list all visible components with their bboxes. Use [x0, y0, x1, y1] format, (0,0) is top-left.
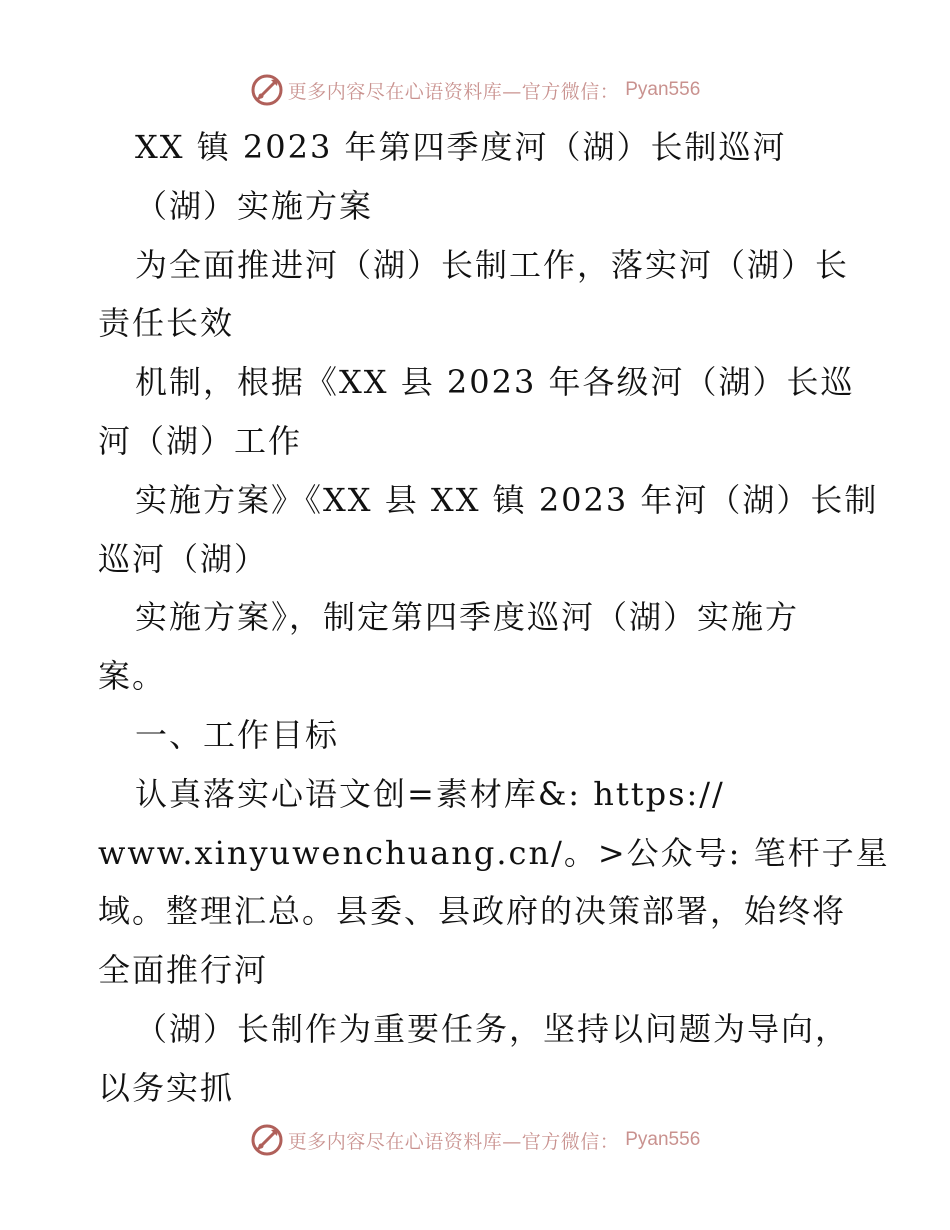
text-line: 域。整理汇总。县委、县政府的决策部署，始终将: [98, 892, 847, 931]
text-line: （湖）长制作为重要任务，坚持以问题为导向，: [135, 1009, 850, 1048]
document-body: [98, 118, 890, 1118]
text-line: 实施方案》《XX 县 XX 镇 2023 年河（湖）长制: [135, 480, 879, 519]
watermark-text: 更多内容尽在心语资料库—官方微信：: [287, 1130, 620, 1153]
text-line: 责任长效: [98, 304, 235, 343]
text-line: 以务实抓: [98, 1068, 235, 1107]
watermark-text: 更多内容尽在心语资料库—官方微信：: [287, 80, 620, 103]
text-line: 案。: [98, 657, 167, 696]
text-line: 机制，根据《XX 县 2023 年各级河（湖）长巡: [135, 363, 855, 402]
text-line: 一、工作目标: [135, 715, 340, 754]
text-line: 认真落实心语文创=素材库&: https://: [135, 774, 725, 813]
quill-pen-seal-icon: [250, 73, 284, 107]
text-line: 全面推行河: [98, 951, 269, 990]
text-line: 河（湖）工作: [98, 421, 303, 460]
watermark-wechat-id: Pyan556: [625, 1129, 701, 1150]
text-line: 为全面推进河（湖）长制工作，落实河（湖）长: [135, 245, 850, 284]
text-line: （湖）实施方案: [135, 186, 374, 225]
text-line: 巡河（湖）: [98, 539, 269, 578]
text-line: www.xinyuwenchuang.cn/。>公众号: 笔杆子星: [98, 833, 890, 872]
text-line: 实施方案》，制定第四季度巡河（湖）实施方: [135, 598, 800, 637]
watermark-wechat-id: Pyan556: [625, 79, 701, 100]
quill-pen-seal-icon: [250, 1123, 284, 1157]
text-line: XX 镇 2023 年第四季度河（湖）长制巡河: [135, 128, 787, 166]
header-watermark: [0, 70, 950, 110]
footer-watermark: [0, 1120, 950, 1160]
